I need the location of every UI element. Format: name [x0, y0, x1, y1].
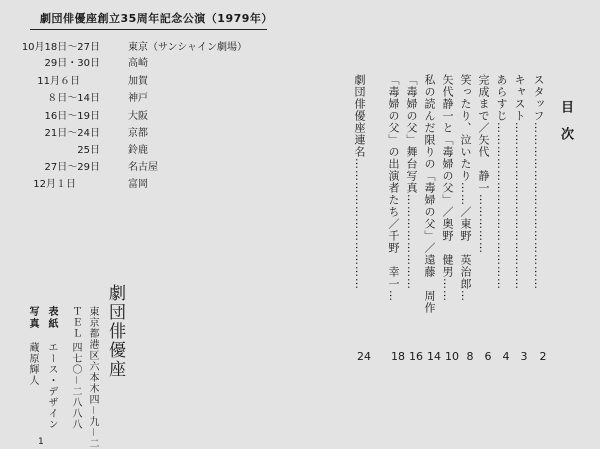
toc-entry-text: 矢代静一と「毒婦の父」／奥野 健男…… [441, 74, 454, 302]
toc-title: 目次 [558, 100, 573, 154]
company-tel-number: 四七〇－二八八八 [70, 342, 81, 430]
toc-entry-page: 16 [409, 350, 423, 363]
schedule-row [0, 72, 260, 86]
schedule-row [0, 175, 260, 189]
company-address: 東京都港区六本木四－九－二 [87, 306, 98, 449]
schedule-date: 12月１日 [33, 179, 76, 190]
schedule-city: 名古屋 [128, 162, 158, 173]
toc-entry-page: 14 [427, 350, 441, 363]
toc-entry-page: 10 [445, 350, 459, 363]
toc-entry-text: キャスト…………………………………… [513, 74, 526, 290]
toc-entry-text: 笑ったり、泣いたり……／東野 英治郎… [459, 74, 472, 302]
toc-entry-page: 24 [357, 350, 371, 363]
schedule-date: 21日～24日 [44, 128, 100, 139]
toc-entry-page: 4 [502, 350, 510, 363]
schedule-date: 11月６日 [37, 76, 80, 87]
cover-value: エース・デザイン [46, 342, 57, 430]
schedule-date: 25日 [77, 145, 100, 156]
cover-label: 表紙 [46, 306, 57, 330]
toc-entry-text: あらすじ…………………………………… [495, 74, 508, 290]
toc-entry-text: 「毒婦の父」の出演者たち／千野 幸一… [387, 74, 400, 302]
toc-entry-text: 私の読んだ限りの「毒婦の父」／遠藤 周作 [423, 74, 436, 314]
toc-entry-page: 8 [466, 350, 474, 363]
tour-title: 劇団俳優座創立35周年記念公演（1979年） [40, 12, 273, 25]
toc-entry-page: 18 [391, 350, 405, 363]
schedule-city: 加賀 [128, 76, 148, 87]
schedule-row [0, 124, 260, 138]
schedule-row [0, 141, 260, 155]
schedule-row [0, 158, 260, 172]
toc-entry-page: 6 [484, 350, 492, 363]
corner-mark: 1 [38, 437, 44, 447]
toc-entry-text: 劇団俳優座連名…………………………… [353, 74, 366, 290]
photo-label: 写真 [27, 306, 38, 330]
schedule-city: 大阪 [128, 111, 148, 122]
schedule-date: 10月18日～27日 [21, 42, 100, 53]
toc-entry-text: スタッフ…………………………………… [532, 74, 545, 290]
photo-value: 蔵原輝人 [27, 342, 38, 386]
schedule-row [0, 38, 260, 52]
schedule-city: 富岡 [128, 179, 148, 190]
toc-entry-text: 「毒婦の父」舞台写真…………………… [405, 74, 418, 290]
toc-entry-page: 3 [520, 350, 528, 363]
schedule-city: 神戸 [128, 93, 148, 104]
company-name: 劇団俳優座 [105, 284, 125, 379]
schedule-date: ８日～14日 [47, 93, 100, 104]
schedule-city: 鈴鹿 [128, 145, 148, 156]
tour-divider [30, 29, 267, 30]
schedule-row [0, 54, 260, 68]
schedule-date: 29日・30日 [44, 58, 100, 69]
schedule-date: 16日～19日 [44, 111, 100, 122]
toc-entry-page: 2 [539, 350, 547, 363]
schedule-row [0, 89, 260, 103]
schedule-city: 高崎 [128, 58, 148, 69]
toc-entry-text: 完成まで／矢代 静一…………… [477, 74, 490, 254]
schedule-city: 京都 [128, 128, 148, 139]
schedule-date: 27日～29日 [44, 162, 100, 173]
schedule-row [0, 107, 260, 121]
schedule-city: 東京（サンシャイン劇場） [128, 42, 248, 53]
company-tel-label: ＴＥＬ [70, 306, 81, 339]
